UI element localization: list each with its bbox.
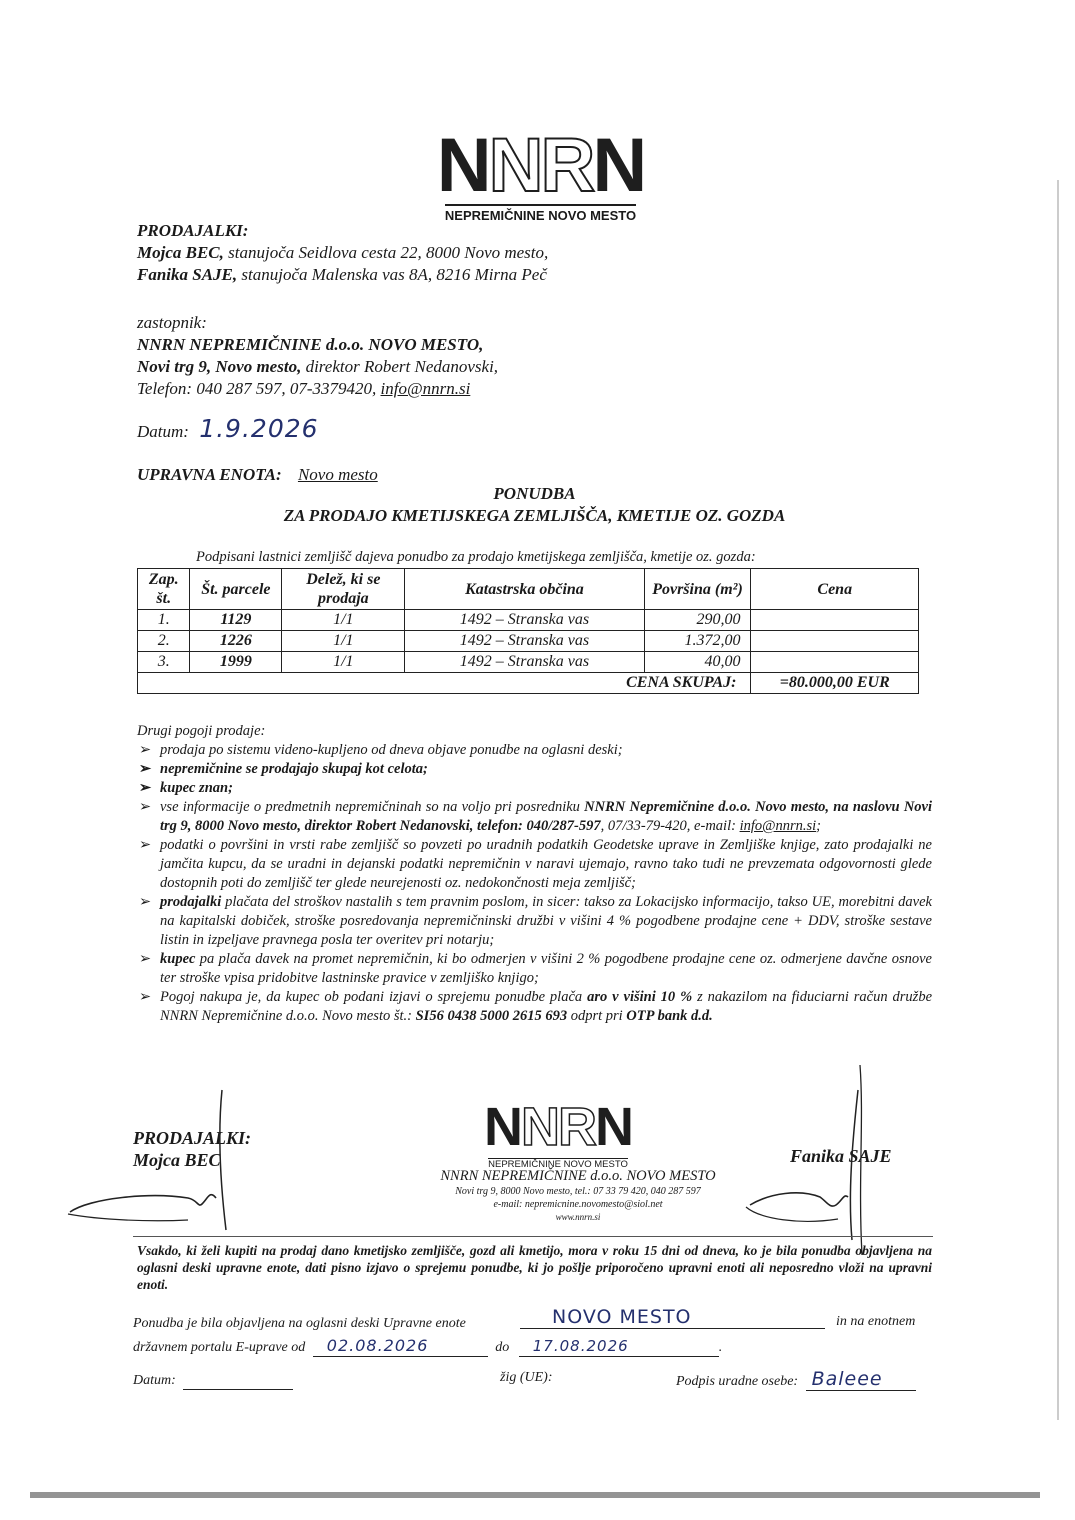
cell-parcel: 1999 (190, 652, 282, 673)
date-handwritten: 1.9.2026 (199, 414, 319, 443)
total-value: =80.000,00 EUR (751, 673, 919, 694)
stamp-logo-subtitle: NEPREMIČNINE NOVO MESTO (488, 1159, 628, 1170)
stamp-letter: N (595, 1097, 632, 1157)
cell-price (751, 631, 919, 652)
col-header-parcel: Št. parcele (190, 569, 282, 610)
stamp-letter: N (484, 1097, 521, 1157)
cell-municipality: 1492 – Stranska vas (405, 610, 644, 631)
date-row (137, 414, 319, 443)
publication-from-value: 02.08.2026 (326, 1336, 429, 1355)
total-label: CENA SKUPAJ: (138, 673, 751, 694)
publication-to-label: do (495, 1340, 510, 1355)
agent-label: zastopnik: (137, 313, 207, 332)
logo-letter: N (436, 123, 489, 208)
footer-official (676, 1368, 916, 1391)
signature-right-scribble (720, 1085, 870, 1245)
seller-1-name: Mojca BEC, (137, 243, 224, 262)
offer-title: PONUDBA (493, 484, 576, 503)
cell-price (751, 652, 919, 673)
publication-row-2 (133, 1336, 722, 1357)
arrow-bullet-icon: ➢ (139, 761, 152, 777)
table-row (138, 610, 919, 631)
signature-left-heading: PRODAJALKI: (133, 1128, 252, 1148)
cell-share: 1/1 (282, 631, 405, 652)
publication-row-1 (133, 1316, 466, 1332)
cell-parcel: 1226 (190, 631, 282, 652)
col-header-price: Cena (751, 569, 919, 610)
list-item: ➢ podatki o površini in vrsti rabe zemljišč so povzeti po uradnih podatkih Geodetske uprave in Zemljiške knjige, zato prodajalki ne jamčita kupcu, da se uradni in dejanski podatki nepremičnin v naravi ujemajo, ravno tako tudi ne prevzemata odgovornosti glede dostopnih poti do zemljišč ter glede neurejenosti oz. nedokončnosti meja zemljišč; (139, 837, 932, 891)
arrow-bullet-icon: ➢ (139, 837, 152, 853)
footer-stamp-label: žig (UE): (500, 1370, 553, 1385)
arrow-bullet-icon: ➢ (139, 989, 152, 1005)
logo-letter: N (592, 123, 645, 208)
date-label: Datum: (137, 422, 189, 441)
cell-no: 2. (138, 631, 190, 652)
list-item: ➢ prodaja po sistemu videno-kupljeno od dneva objave ponudbe na oglasni deski; (139, 742, 623, 758)
admin-unit-label: UPRAVNA ENOTA: (137, 465, 282, 484)
logo-letters-hollow: NR (488, 123, 593, 208)
footer-date-label: Datum: (133, 1373, 176, 1388)
stamp-company: NNRN NEPREMIČNINE d.o.o. NOVO MESTO (440, 1168, 716, 1184)
legal-notice: Vsakdo, ki želi kupiti na prodaj dano kmetijsko zemljišče, gozd ali kmetijo, mora v roku 15 dni od dneva, ko je bila ponudba objavljena na oglasni deski upravne enote, dati pisno izjavo o sprejemu ponudbe, ki jo pošlje priporočeno upravni enoti ali neposredno vloži na upravni enoti. (137, 1243, 932, 1292)
sellers-heading: PRODAJALKI: (137, 221, 249, 240)
cell-price (751, 610, 919, 631)
seller-2-address: stanujoča Malenska vas 8A, 8216 Mirna Peč (237, 265, 547, 284)
table-total-row (138, 673, 919, 694)
conditions-list (137, 722, 932, 1026)
agent-phone: Telefon: 040 287 597, 07-3379420, (137, 379, 381, 398)
signature-left-scribble (60, 1080, 250, 1240)
stamp-letters-hollow: NR (521, 1097, 595, 1157)
logo-subtitle: NEPREMIČNINE NOVO MESTO (445, 204, 636, 223)
arrow-bullet-icon: ➢ (139, 951, 152, 967)
scan-edge-bar (30, 1492, 1040, 1498)
list-item: ➢ kupec pa plača davek na promet nepremičnin, ki bo odmerjen v višini 2 % pogodbene prodajne cene oz. odmerjene davčne osnove ter stroške vpisa pridobitve lastninske pravice v zemljiško knjigo; (139, 951, 932, 986)
divider (133, 1236, 933, 1237)
list-item: ➢ Pogoj nakupa je, da kupec ob podani izjavi o sprejemu ponudbe plača aro v višini 10 % z nakazilom na fiduciarni račun družbe NNRN Nepremičnine d.o.o. Novo mesto št.: SI56 0438 5000 2615 693 odprt pri OTP bank d.d. (139, 989, 933, 1024)
arrow-bullet-icon: ➢ (139, 894, 152, 910)
publication-from-label: državnem portalu E-uprave od (133, 1340, 306, 1355)
cell-area: 290,00 (644, 610, 751, 631)
cell-share: 1/1 (282, 610, 405, 631)
cell-municipality: 1492 – Stranska vas (405, 652, 644, 673)
email-link[interactable]: info@nnrn.si (739, 818, 817, 834)
cell-share: 1/1 (282, 652, 405, 673)
footer-date (133, 1373, 293, 1390)
col-header-area: Površina (m²) (644, 569, 751, 610)
signature-right-name: Fanika SAJE (790, 1146, 892, 1166)
admin-unit-row (137, 464, 378, 486)
col-header-municipality: Katastrska občina (405, 569, 644, 610)
seller-1-address: stanujoča Seidlova cesta 22, 8000 Novo mesto, (223, 243, 549, 262)
cell-no: 1. (138, 610, 190, 631)
company-logo (428, 123, 653, 225)
agent-director: direktor Robert Nedanovski, (301, 357, 499, 376)
seller-1 (137, 242, 548, 264)
arrow-bullet-icon: ➢ (139, 799, 152, 815)
agent-address-bold: Novi trg 9, Novo mesto, (137, 357, 302, 376)
publication-to-value: 17.08.2026 (532, 1337, 629, 1355)
list-item: ➢ kupec znan; (139, 780, 233, 796)
parcels-table (137, 568, 919, 694)
stamp-address: Novi trg 9, 8000 Novo mesto, tel.: 07 33 79 420, 040 287 597 (455, 1186, 701, 1197)
col-header-share: Delež, ki se prodaja (282, 569, 405, 610)
conditions-heading: Drugi pogoji prodaje: (137, 723, 266, 739)
cell-area: 1.372,00 (644, 631, 751, 652)
cell-municipality: 1492 – Stranska vas (405, 631, 644, 652)
margin-scribble (850, 1060, 870, 1260)
seller-2 (137, 264, 547, 286)
arrow-bullet-icon: ➢ (139, 780, 152, 796)
publication-unit-value: NOVO MESTO (552, 1306, 692, 1328)
publication-text: Ponudba je bila objavljena na oglasni deski Upravne enote (133, 1316, 466, 1331)
agent-company: NNRN NEPREMIČNINE d.o.o. NOVO MESTO, (137, 335, 484, 354)
agent-email-link[interactable]: info@nnrn.si (380, 379, 471, 398)
seller-2-name: Fanika SAJE, (137, 265, 238, 284)
cell-no: 3. (138, 652, 190, 673)
agent-address (137, 356, 498, 378)
list-item: ➢ nepremičnine se prodajajo skupaj kot celota; (139, 761, 428, 777)
col-header-no: Zap. št. (138, 569, 190, 610)
list-item: ➢ prodajalki plačata del stroškov nastalih s tem pravnim poslom, in sicer: takso za Lokacijsko informacijo, takso UE, morebitni davek na kapitalski dobiček, stroške posredovanja nepremičninski družbi v višini 4 % pogodbene prodajne cene + DDV, stroške sestave listin in izpeljave pravnega posla ter overitev pri notarju; (139, 894, 932, 948)
table-row (138, 631, 919, 652)
publication-text-2: in na enotnem (836, 1314, 916, 1329)
publication-unit-field (520, 1306, 825, 1329)
cell-parcel: 1129 (190, 610, 282, 631)
publication-period: . (718, 1340, 723, 1355)
stamp-web: www.nnrn.si (555, 1212, 601, 1222)
signature-left-name: Mojca BEC (133, 1150, 221, 1170)
table-row (138, 652, 919, 673)
offer-intro: Podpisani lastnici zemljišč dajeva ponudbo za prodajo kmetijskega zemljišča, kmetije oz. gozda: (196, 549, 756, 565)
list-item: ➢ vse informacije o predmetnih nepremičninah so na voljo pri posredniku NNRN Nepremičnine d.o.o. Novo mesto, na naslovu Novi trg 9, 8000 Novo mesto, direktor Robert Nedanovski, telefon: 040/287-597, 07/33-79-420, e-mail: info@nnrn.si; (139, 799, 933, 834)
offer-subtitle: ZA PRODAJO KMETIJSKEGA ZEMLJIŠČA, KMETIJE OZ. GOZDA (283, 506, 786, 525)
arrow-bullet-icon: ➢ (139, 742, 152, 758)
table-header-row (138, 569, 919, 610)
official-signature: Baleee (811, 1368, 883, 1390)
scan-edge-line (1057, 180, 1059, 1420)
stamp-email: e-mail: nepremicnine.novomesto@siol.net (493, 1199, 663, 1210)
cell-area: 40,00 (644, 652, 751, 673)
admin-unit-value: Novo mesto (297, 465, 378, 484)
company-stamp (468, 1097, 648, 1172)
agent-contact (137, 378, 470, 400)
footer-official-label: Podpis uradne osebe: (676, 1374, 799, 1389)
